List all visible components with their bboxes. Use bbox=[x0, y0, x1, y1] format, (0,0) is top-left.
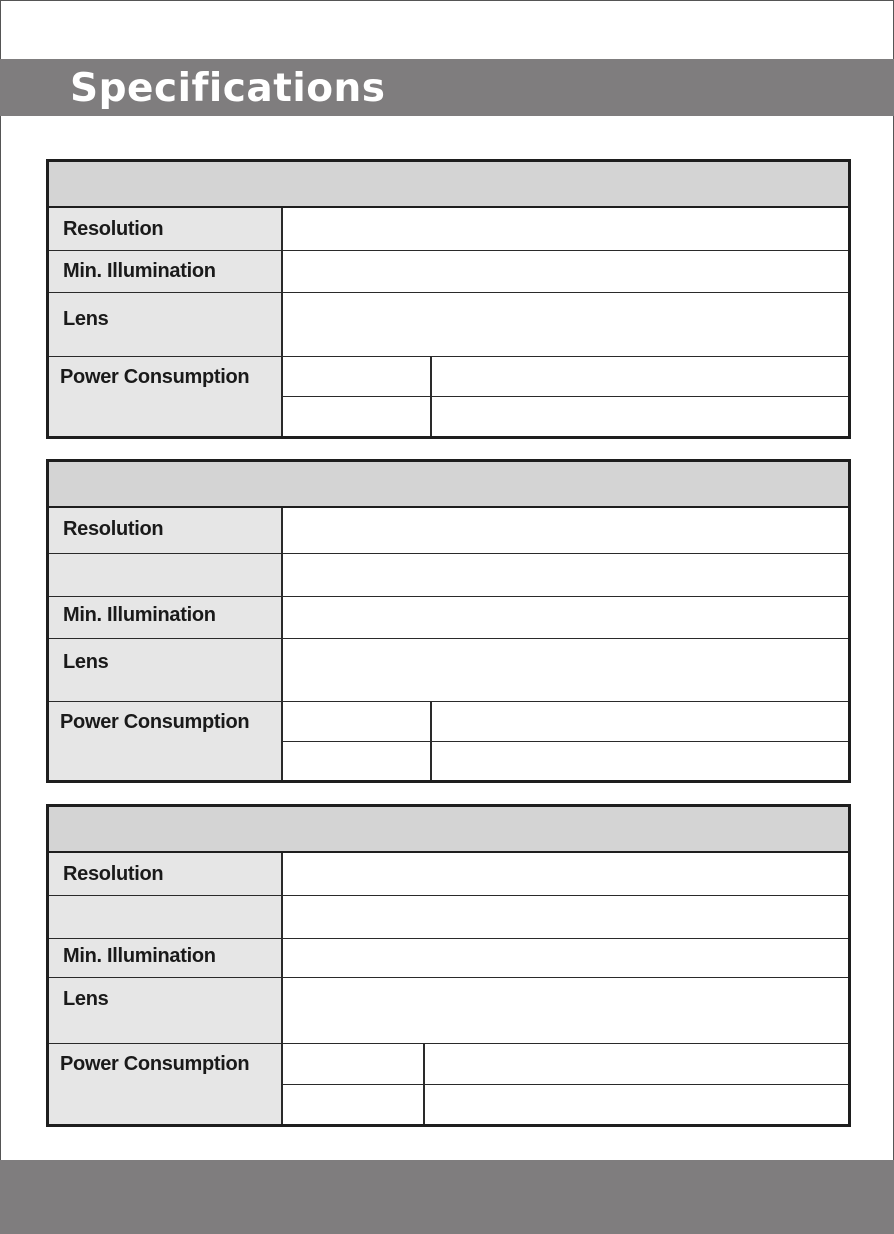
row-lens bbox=[49, 293, 848, 357]
footer-bar bbox=[0, 1160, 894, 1234]
spec-table-header bbox=[49, 162, 848, 208]
power-subcell-label bbox=[283, 357, 432, 396]
row-min-illumination bbox=[49, 597, 848, 639]
power-subrow bbox=[283, 702, 848, 742]
label-resolution: Resolution bbox=[49, 853, 283, 895]
power-subgrid bbox=[283, 1044, 848, 1124]
label-power-consumption: Power Consumption bbox=[49, 1044, 283, 1124]
row-min-illumination bbox=[49, 251, 848, 293]
row-lens bbox=[49, 978, 848, 1044]
row-power-consumption bbox=[49, 702, 848, 780]
label-power-consumption: Power Consumption bbox=[49, 357, 283, 436]
spec-table-3 bbox=[46, 804, 851, 1127]
value-blank bbox=[283, 554, 848, 596]
title-bar bbox=[0, 59, 894, 116]
label-min-illumination: Min. Illumination bbox=[49, 597, 283, 638]
page-title: Specifications bbox=[70, 66, 386, 111]
power-subrow bbox=[283, 397, 848, 436]
power-subrow bbox=[283, 742, 848, 781]
label-lens: Lens bbox=[49, 293, 283, 356]
value-resolution bbox=[283, 208, 848, 250]
power-subcell-value bbox=[425, 1044, 848, 1084]
value-lens bbox=[283, 978, 848, 1043]
row-blank bbox=[49, 554, 848, 597]
value-lens bbox=[283, 293, 848, 356]
label-lens: Lens bbox=[49, 978, 283, 1043]
power-subgrid bbox=[283, 357, 848, 436]
power-subcell-label bbox=[283, 1044, 425, 1084]
power-subcell-label bbox=[283, 1085, 425, 1125]
row-blank bbox=[49, 896, 848, 939]
power-subcell-value bbox=[425, 1085, 848, 1125]
value-resolution bbox=[283, 508, 848, 553]
row-min-illumination bbox=[49, 939, 848, 978]
power-subrow bbox=[283, 1044, 848, 1085]
spec-table-2 bbox=[46, 459, 851, 783]
spec-table-1 bbox=[46, 159, 851, 439]
power-subcell-label bbox=[283, 742, 432, 781]
power-subcell-label bbox=[283, 397, 432, 436]
spec-table-header bbox=[49, 807, 848, 853]
value-min-illumination bbox=[283, 251, 848, 292]
power-subrow bbox=[283, 357, 848, 397]
row-resolution bbox=[49, 508, 848, 554]
label-resolution: Resolution bbox=[49, 508, 283, 553]
power-subcell-value bbox=[432, 742, 848, 781]
label-blank bbox=[49, 896, 283, 938]
power-subgrid bbox=[283, 702, 848, 780]
label-lens: Lens bbox=[49, 639, 283, 701]
spec-table-header bbox=[49, 462, 848, 508]
label-resolution: Resolution bbox=[49, 208, 283, 250]
value-blank bbox=[283, 896, 848, 938]
row-power-consumption bbox=[49, 357, 848, 436]
value-resolution bbox=[283, 853, 848, 895]
power-subcell-value bbox=[432, 357, 848, 396]
value-min-illumination bbox=[283, 939, 848, 977]
row-lens bbox=[49, 639, 848, 702]
label-blank bbox=[49, 554, 283, 596]
label-min-illumination: Min. Illumination bbox=[49, 251, 283, 292]
row-resolution bbox=[49, 853, 848, 896]
power-subcell-value bbox=[432, 702, 848, 741]
power-subcell-value bbox=[432, 397, 848, 436]
power-subrow bbox=[283, 1085, 848, 1125]
power-subcell-label bbox=[283, 702, 432, 741]
row-power-consumption bbox=[49, 1044, 848, 1124]
label-power-consumption: Power Consumption bbox=[49, 702, 283, 780]
value-lens bbox=[283, 639, 848, 701]
value-min-illumination bbox=[283, 597, 848, 638]
label-min-illumination: Min. Illumination bbox=[49, 939, 283, 977]
row-resolution bbox=[49, 208, 848, 251]
